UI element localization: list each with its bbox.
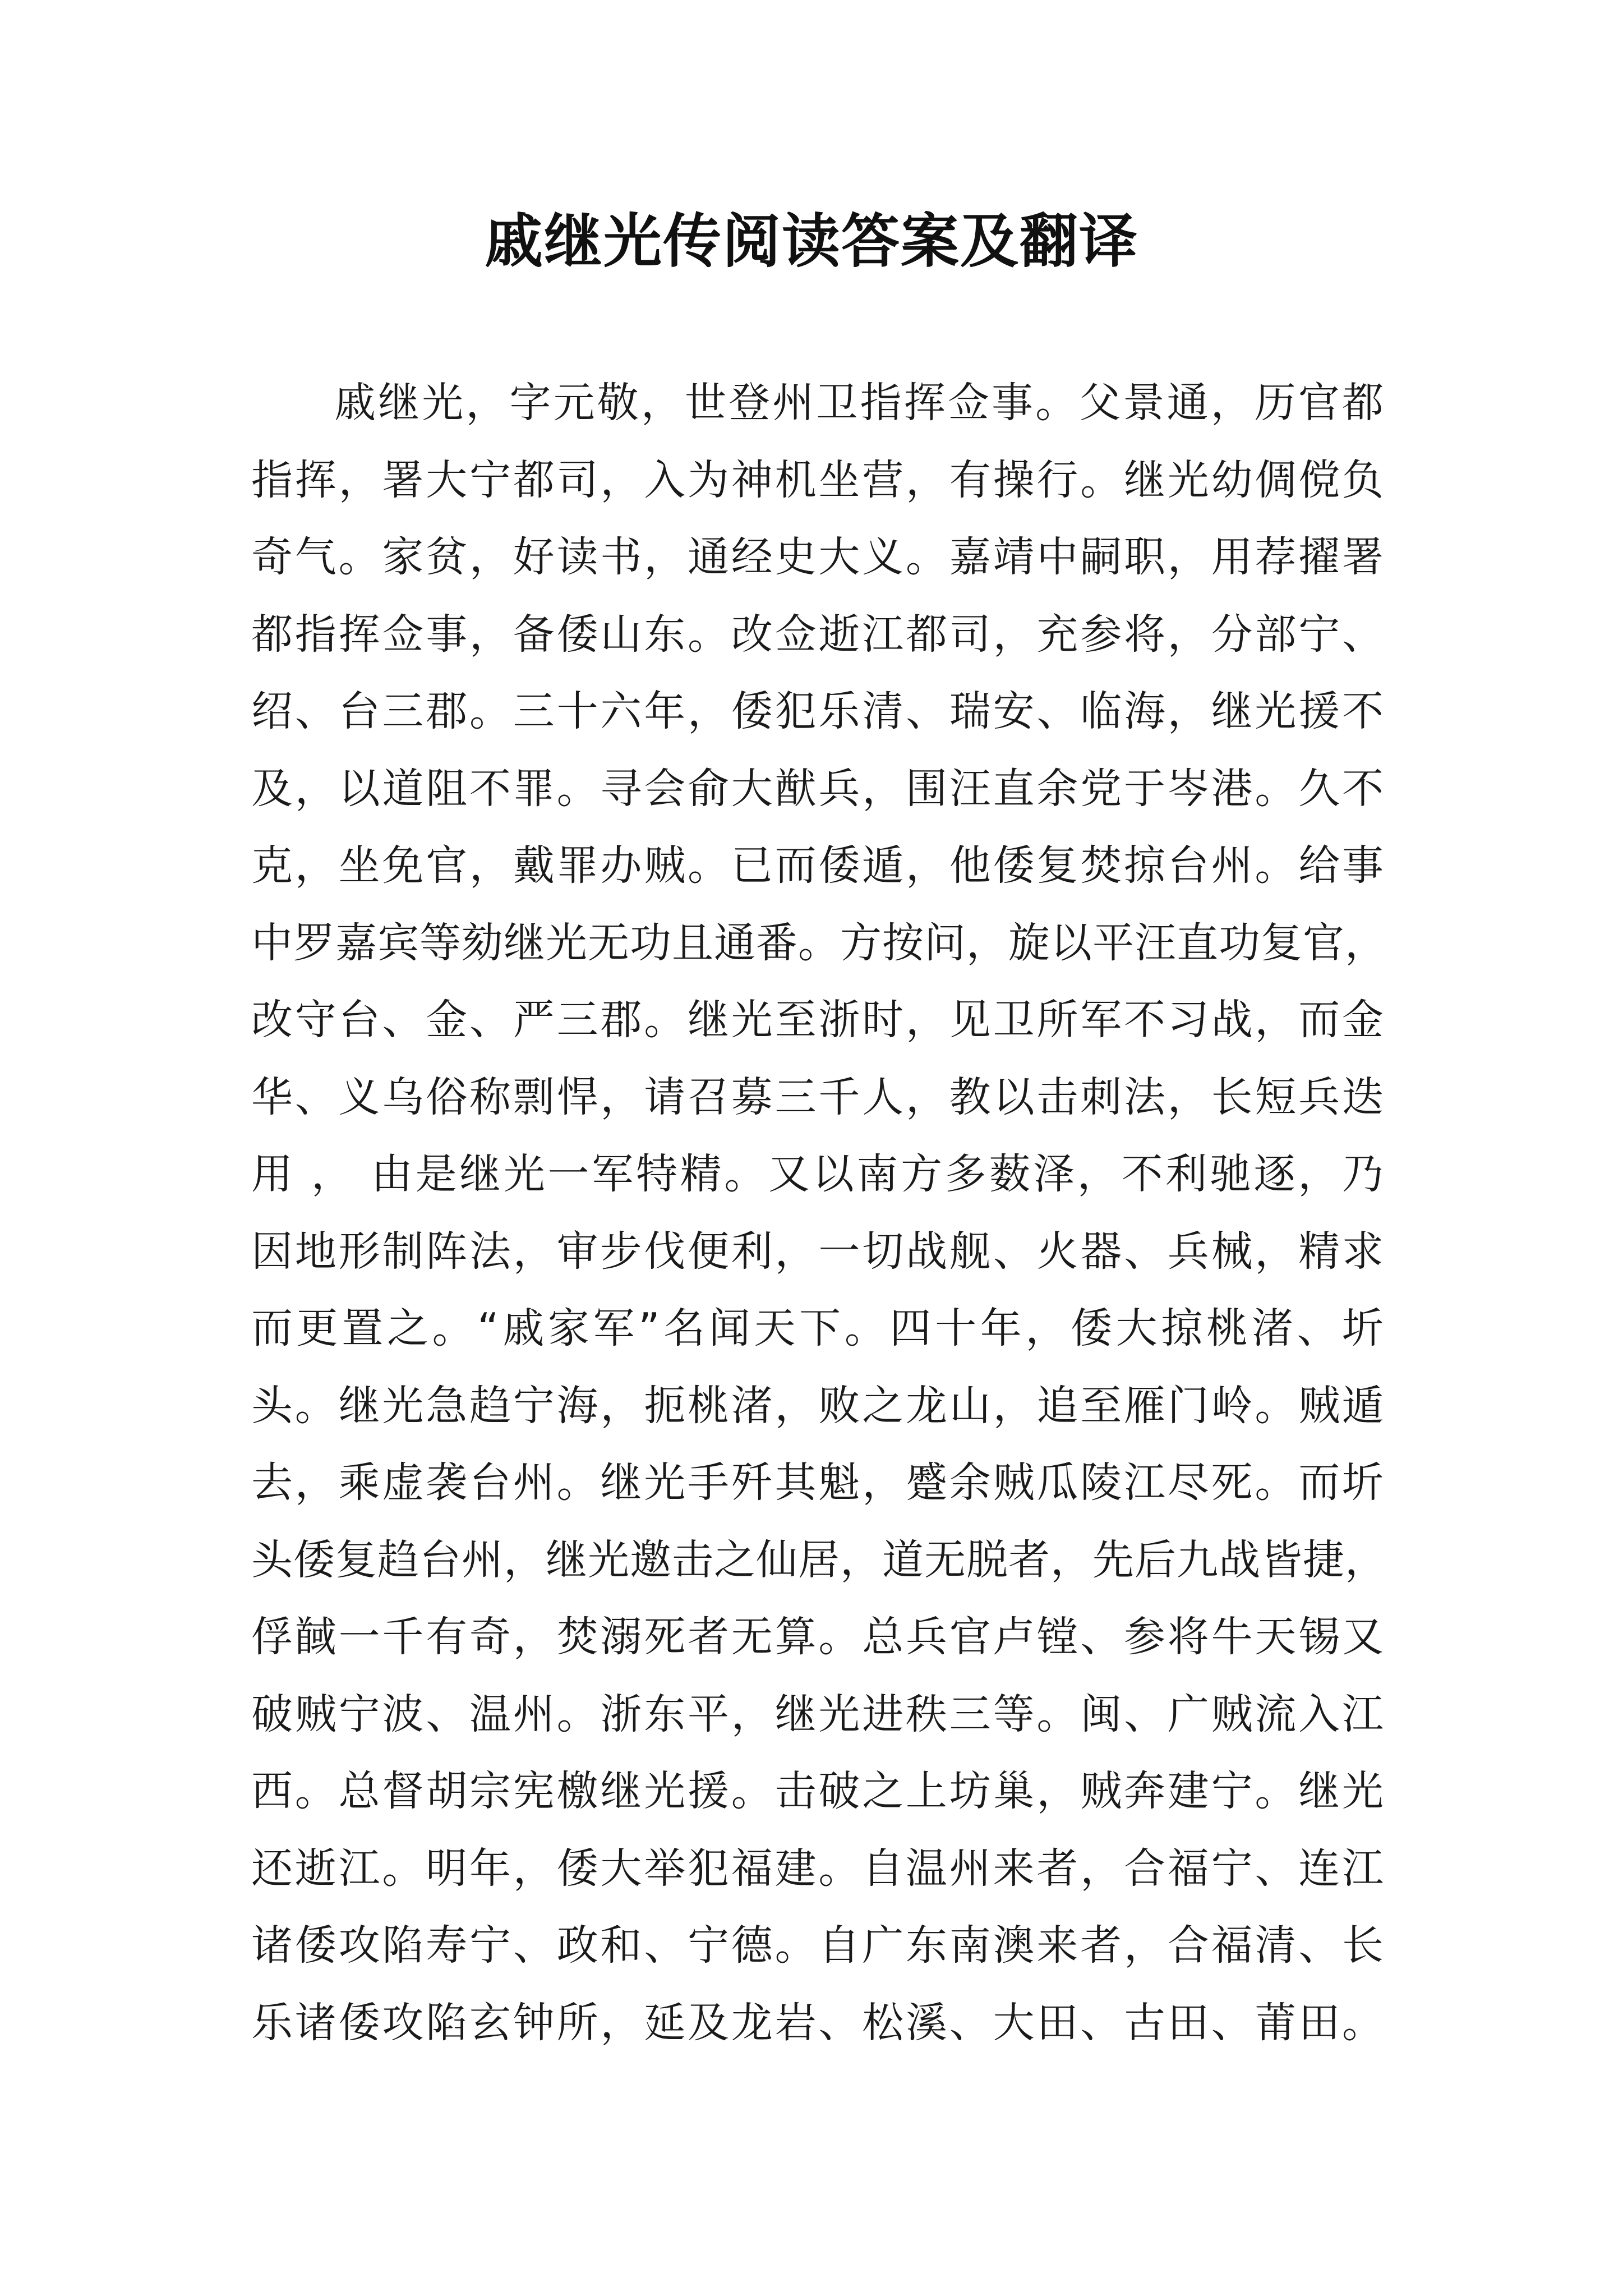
text-line: 因地形制阵法，审步伐便利，一切战舰、火器、兵械，精求 bbox=[251, 1227, 1384, 1276]
text-line: 去，乘虚袭台州。继光手歼其魁，蹙余贼瓜陵江尽死。而圻 bbox=[251, 1458, 1384, 1507]
text-line: 指挥，署大宁都司，入为神机坐营，有操行。继光幼倜傥负 bbox=[251, 455, 1384, 504]
text-line: 俘馘一千有奇，焚溺死者无算。总兵官卢镗、参将牛天锡又 bbox=[251, 1613, 1384, 1661]
text-line: 而更置之。“戚家军”名闻天下。四十年，倭大掠桃渚、圻 bbox=[251, 1304, 1384, 1352]
text-line: 克，坐免官，戴罪办贼。已而倭遁，他倭复焚掠台州。给事 bbox=[251, 841, 1384, 890]
text-line: 乐诸倭攻陷玄钟所，延及龙岩、松溪、大田、古田、莆田。 bbox=[251, 1998, 1384, 2047]
text-line: 改守台、金、严三郡。继光至浙时，见卫所军不习战，而金 bbox=[251, 996, 1384, 1044]
text-line: 头倭复趋台州，继光邀击之仙居，道无脱者，先后九战皆捷， bbox=[251, 1535, 1387, 1584]
text-line: 华、义乌俗称剽悍，请召募三千人，教以击刺法，长短兵迭 bbox=[251, 1073, 1384, 1121]
text-line: 西。总督胡宗宪檄继光援。击破之上坊巢，贼奔建宁。继光 bbox=[251, 1767, 1384, 1815]
text-line: 诸倭攻陷寿宁、政和、宁德。自广东南澳来者，合福清、长 bbox=[251, 1921, 1384, 1970]
text-line: 用 ， 由是继光一军特精。又以南方多薮泽，不利驰逐，乃 bbox=[251, 1150, 1384, 1198]
text-line: 戚继光，字元敬，世登州卫指挥佥事。父景通，历官都 bbox=[334, 379, 1384, 427]
text-line: 中罗嘉宾等劾继光无功且通番。方按问，旋以平汪直功复官， bbox=[251, 918, 1387, 967]
text-line: 奇气。家贫，好读书，通经史大义。嘉靖中嗣职，用荐擢署 bbox=[251, 533, 1384, 581]
text-line: 绍、台三郡。三十六年，倭犯乐清、瑞安、临海，继光援不 bbox=[251, 687, 1384, 735]
text-line: 破贼宁波、温州。浙东平，继光进秩三等。闽、广贼流入江 bbox=[251, 1690, 1384, 1738]
document-body bbox=[251, 365, 1387, 2062]
document-title: 戚继光传阅读答案及翻译 bbox=[484, 206, 1138, 275]
text-line: 还逝江。明年，倭大举犯福建。自温州来者，合福宁、连江 bbox=[251, 1844, 1384, 1893]
text-line: 头。继光急趋宁海，扼桃渚，败之龙山，追至雁门岭。贼遁 bbox=[251, 1381, 1384, 1430]
text-line: 都指挥佥事，备倭山东。改佥逝江都司，充参将，分部宁、 bbox=[251, 610, 1384, 659]
text-line: 及，以道阻不罪。寻会俞大猷兵，围汪直余党于岑港。久不 bbox=[251, 764, 1384, 813]
